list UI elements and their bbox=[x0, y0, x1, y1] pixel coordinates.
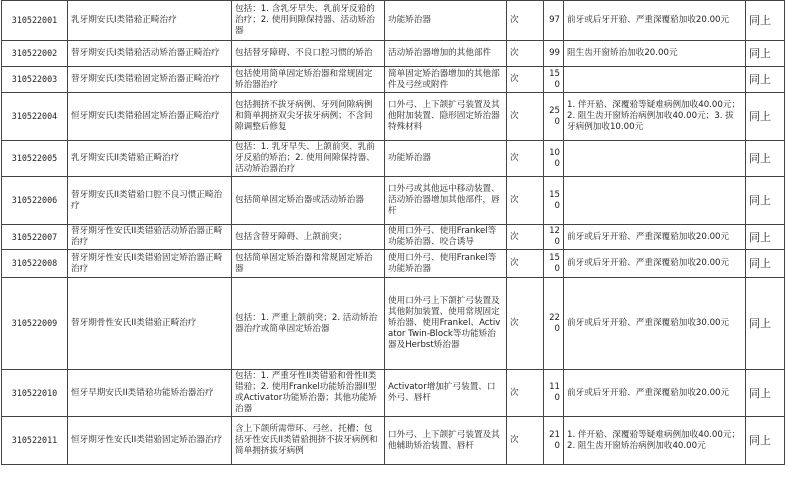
item-price: 250 bbox=[544, 93, 564, 141]
item-note: 1. 伴开𬌗、深覆𬌗等疑难病例加收40.00元；2. 阻生齿开窗矫治病例加收40.00元；3. 拔牙病例加收10.00元 bbox=[564, 93, 746, 141]
item-name: 替牙期牙性安氏II类错𬌗固定矫治器正畸治疗 bbox=[68, 250, 232, 278]
item-remark: 同上 bbox=[746, 141, 785, 177]
item-excluded: 口外弓、上下颌扩弓装置及其他辅助矫治装置、唇杆 bbox=[385, 417, 507, 465]
item-remark: 同上 bbox=[746, 177, 785, 225]
item-remark: 同上 bbox=[746, 417, 785, 465]
item-content: 含上下颌所需带环、弓丝、托槽；包括牙性安氏II类错𬌗拥挤不拔牙病例和简单拥挤拔牙病例 bbox=[232, 417, 385, 465]
item-remark: 同上 bbox=[746, 278, 785, 370]
item-code: 310522007 bbox=[2, 225, 68, 250]
table-row bbox=[2, 41, 785, 67]
table-row bbox=[2, 1, 785, 41]
item-price: 210 bbox=[544, 417, 564, 465]
item-content: 包括拥挤不拔牙病例、牙列间隙病例和简单拥挤双尖牙拔牙病例；不含间隙调整后修复 bbox=[232, 93, 385, 141]
item-unit: 次 bbox=[507, 1, 544, 41]
item-content: 包括简单固定矫治器或活动矫治器 bbox=[232, 177, 385, 225]
item-price: 99 bbox=[544, 41, 564, 67]
item-code: 310522002 bbox=[2, 41, 68, 67]
item-code: 310522003 bbox=[2, 67, 68, 93]
item-name: 替牙期骨性安氏II类错𬌗正畸治疗 bbox=[68, 278, 232, 370]
item-unit: 次 bbox=[507, 141, 544, 177]
table-row bbox=[2, 370, 785, 417]
item-name: 替牙期安氏II类错𬌗口腔不良习惯正畸治疗 bbox=[68, 177, 232, 225]
item-unit: 次 bbox=[507, 370, 544, 417]
item-excluded: 功能矫治器 bbox=[385, 1, 507, 41]
item-note: 前牙或后牙开𬌗、严重深覆𬌗加收20.00元 bbox=[564, 225, 746, 250]
item-excluded: 功能矫治器 bbox=[385, 141, 507, 177]
item-code: 310522004 bbox=[2, 93, 68, 141]
item-note bbox=[564, 67, 746, 93]
table-row bbox=[2, 93, 785, 141]
item-content: 包括：1. 乳牙早失、上颌前突、乳前牙反𬌗的矫治；2. 使用间隙保持器、活动矫治器治疗 bbox=[232, 141, 385, 177]
item-price: 120 bbox=[544, 225, 564, 250]
item-note bbox=[564, 177, 746, 225]
item-note bbox=[564, 141, 746, 177]
item-price: 110 bbox=[544, 370, 564, 417]
item-code: 310522009 bbox=[2, 278, 68, 370]
item-content: 包括简单固定矫治器和常规固定矫治器 bbox=[232, 250, 385, 278]
item-unit: 次 bbox=[507, 278, 544, 370]
pricing-table bbox=[1, 0, 785, 465]
item-price: 220 bbox=[544, 278, 564, 370]
item-name: 恒牙期牙性安氏II类错𬌗固定矫治器治疗 bbox=[68, 417, 232, 465]
item-name: 替牙期安氏I类错𬌗固定矫治器正畸治疗 bbox=[68, 67, 232, 93]
item-unit: 次 bbox=[507, 67, 544, 93]
item-excluded: Activator增加扩弓装置、口外弓、唇杆 bbox=[385, 370, 507, 417]
item-note: 前牙或后牙开𬌗、严重深覆𬌗加收30.00元 bbox=[564, 278, 746, 370]
item-excluded: 口外弓、上下颌扩弓装置及其他附加装置、隐形固定矫治器特殊材料 bbox=[385, 93, 507, 141]
item-unit: 次 bbox=[507, 250, 544, 278]
item-remark: 同上 bbox=[746, 67, 785, 93]
item-content: 包括含替牙障碍、上颌前突； bbox=[232, 225, 385, 250]
table-row bbox=[2, 417, 785, 465]
item-code: 310522011 bbox=[2, 417, 68, 465]
item-content: 包括：1. 含乳牙早失、乳前牙反𬌗的治疗；2. 使用间隙保持器、活动矫治器 bbox=[232, 1, 385, 41]
item-remark: 同上 bbox=[746, 225, 785, 250]
item-name: 乳牙期安氏I类错𬌗正畸治疗 bbox=[68, 1, 232, 41]
item-content: 包括：1. 严重上颌前突；2. 活动矫治器治疗或简单固定矫治器 bbox=[232, 278, 385, 370]
table-row bbox=[2, 177, 785, 225]
item-name: 替牙期牙性安氏II类错𬌗活动矫治器正畸治疗 bbox=[68, 225, 232, 250]
item-excluded: 使用口外弓上下颌扩弓装置及其他附加装置、使用常规固定矫治器、使用Frankel、Activator Twin-Block等功能矫治器及Herbst矫治器 bbox=[385, 278, 507, 370]
item-unit: 次 bbox=[507, 225, 544, 250]
table-row bbox=[2, 225, 785, 250]
item-excluded: 使用口外弓、使用Frankel等功能矫治器、咬合诱导 bbox=[385, 225, 507, 250]
item-name: 替牙期安氏I类错𬌗活动矫治器正畸治疗 bbox=[68, 41, 232, 67]
item-unit: 次 bbox=[507, 41, 544, 67]
item-excluded: 活动矫治器增加的其他部件 bbox=[385, 41, 507, 67]
item-name: 恒牙早期安氏II类错𬌗功能矫治器治疗 bbox=[68, 370, 232, 417]
table-row bbox=[2, 67, 785, 93]
item-code: 310522006 bbox=[2, 177, 68, 225]
item-price: 150 bbox=[544, 67, 564, 93]
item-note: 前牙或后牙开𬌗、严重深覆𬌗加收20.00元 bbox=[564, 250, 746, 278]
item-content: 包括使用简单固定矫治器和常规固定矫治器治疗 bbox=[232, 67, 385, 93]
item-remark: 同上 bbox=[746, 1, 785, 41]
item-code: 310522005 bbox=[2, 141, 68, 177]
item-note: 前牙或后牙开𬌗、严重深覆𬌗加收20.00元 bbox=[564, 370, 746, 417]
item-remark: 同上 bbox=[746, 41, 785, 67]
table-row bbox=[2, 278, 785, 370]
table-row bbox=[2, 141, 785, 177]
item-excluded: 简单固定矫治器增加的其他部件及弓丝或附件 bbox=[385, 67, 507, 93]
item-code: 310522001 bbox=[2, 1, 68, 41]
item-remark: 同上 bbox=[746, 370, 785, 417]
item-note: 前牙或后牙开𬌗、严重深覆𬌗加收20.00元 bbox=[564, 1, 746, 41]
item-price: 100 bbox=[544, 141, 564, 177]
item-note: 阻生齿开窗矫治加收20.00元 bbox=[564, 41, 746, 67]
item-content: 包括替牙障碍、不良口腔习惯的矫治 bbox=[232, 41, 385, 67]
item-price: 97 bbox=[544, 1, 564, 41]
item-name: 乳牙期安氏II类错𬌗正畸治疗 bbox=[68, 141, 232, 177]
item-note: 1. 伴开𬌗、深覆𬌗等疑难病例加收40.00元；2. 阻生齿开窗矫治病例加收40.00元 bbox=[564, 417, 746, 465]
item-remark: 同上 bbox=[746, 250, 785, 278]
item-code: 310522008 bbox=[2, 250, 68, 278]
item-name: 恒牙期安氏I类错𬌗固定矫治器正畸治疗 bbox=[68, 93, 232, 141]
item-unit: 次 bbox=[507, 177, 544, 225]
item-unit: 次 bbox=[507, 93, 544, 141]
item-unit: 次 bbox=[507, 417, 544, 465]
table-row bbox=[2, 250, 785, 278]
item-code: 310522010 bbox=[2, 370, 68, 417]
item-price: 150 bbox=[544, 177, 564, 225]
item-content: 包括：1. 严重牙性II类错𬌗和骨性II类错𬌗；2. 使用Frankel功能矫治器II型或Activator功能矫治器；其他功能矫治器 bbox=[232, 370, 385, 417]
item-excluded: 口外弓或其他远中移动装置、活动矫治器增加其他部件，唇杆 bbox=[385, 177, 507, 225]
item-price: 150 bbox=[544, 250, 564, 278]
item-remark: 同上 bbox=[746, 93, 785, 141]
item-excluded: 使用口外弓、使用Frankel等功能矫治器 bbox=[385, 250, 507, 278]
